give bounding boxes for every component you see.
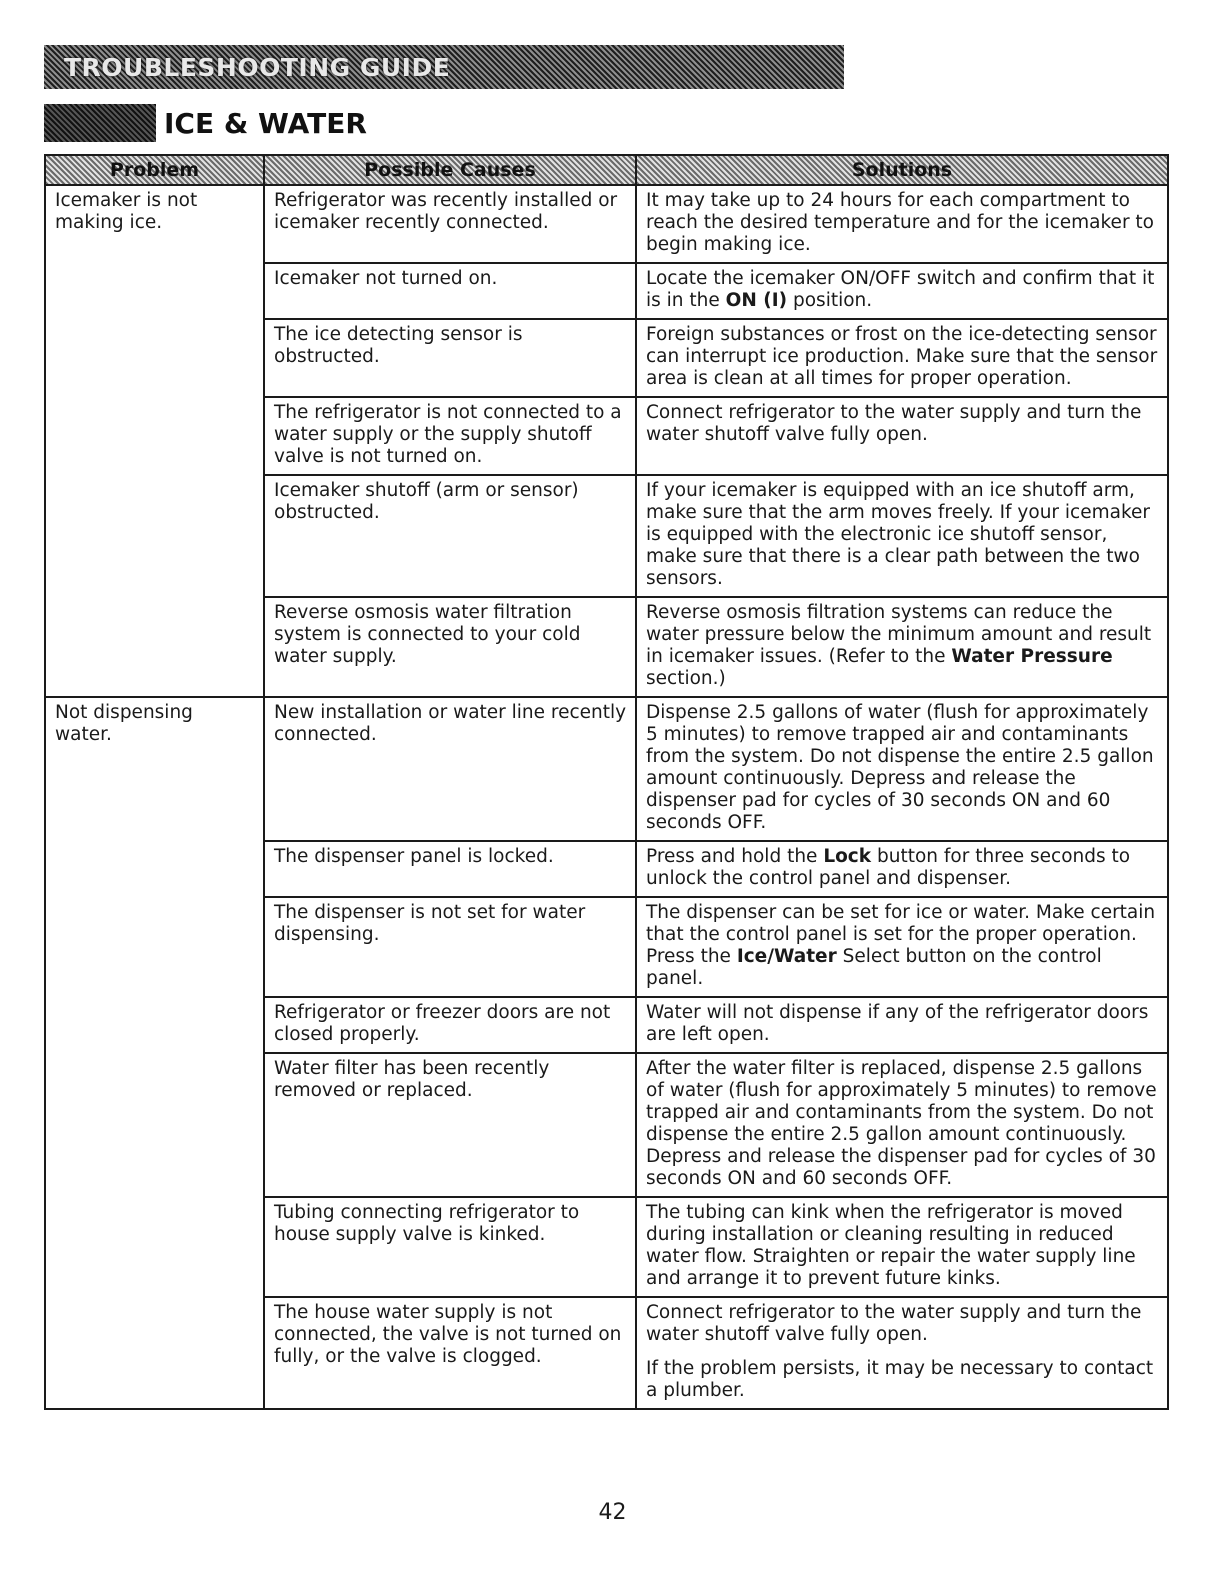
solution-emphasis: Lock bbox=[823, 846, 872, 867]
solution-text: The dispenser can be set for ice or water. Make certain that the control panel is set for the proper operation. Press the bbox=[646, 902, 1156, 967]
cause-cell: Reverse osmosis water filtration system is connected to your cold water supply. bbox=[264, 597, 636, 697]
cause-cell: The dispenser is not set for water dispensing. bbox=[264, 897, 636, 997]
cause-cell: The refrigerator is not connected to a water supply or the supply shutoff valve is not turned on. bbox=[264, 397, 636, 475]
solution-cell bbox=[636, 841, 1168, 897]
solution-cell: If your icemaker is equipped with an ice shutoff arm, make sure that the arm moves freely. If your icemaker is equipped with the electronic ice shutoff sensor, make sure that there is a clear path between the two sensors. bbox=[636, 475, 1168, 597]
section-title: ICE & WATER bbox=[164, 106, 367, 140]
column-header-problem: Problem bbox=[45, 155, 264, 185]
solution-cell: After the water filter is replaced, dispense 2.5 gallons of water (flush for approximately 5 minutes) to remove trapped air and contaminants from the system. Do not dispense the entire 2.5 gallon amount continuously. Depress and release the dispenser pad for cycles of 30 seconds ON and 60 seconds OFF. bbox=[636, 1053, 1168, 1197]
solution-cell bbox=[636, 263, 1168, 319]
table-header-row bbox=[45, 155, 1168, 185]
solution-text: Locate the icemaker ON/OFF switch and confirm that it is in the bbox=[646, 268, 1155, 311]
solution-cell: Water will not dispense if any of the refrigerator doors are left open. bbox=[636, 997, 1168, 1053]
problem-cell: Icemaker is not making ice. bbox=[45, 185, 264, 697]
solution-cell: It may take up to 24 hours for each compartment to reach the desired temperature and for the icemaker to begin making ice. bbox=[636, 185, 1168, 263]
solution-text: section.) bbox=[646, 668, 726, 689]
solution-text: Select button on the control panel. bbox=[646, 946, 1102, 989]
cause-cell: The house water supply is not connected, the valve is not turned on fully, or the valve is clogged. bbox=[264, 1297, 636, 1409]
column-header-causes: Possible Causes bbox=[264, 155, 636, 185]
solution-emphasis: Ice/Water bbox=[736, 946, 837, 967]
solution-cell: The tubing can kink when the refrigerator is moved during installation or cleaning resulting in reduced water flow. Straighten or repair the water supply line and arrange it to prevent future kinks. bbox=[636, 1197, 1168, 1297]
section-marker-block bbox=[44, 104, 156, 142]
solution-text: Connect refrigerator to the water supply and turn the water shutoff valve fully open. bbox=[646, 1302, 1142, 1345]
column-header-solutions: Solutions bbox=[636, 155, 1168, 185]
section-heading bbox=[44, 103, 367, 143]
table-row bbox=[45, 185, 1168, 263]
solution-text: position. bbox=[787, 290, 873, 311]
solution-emphasis: Water Pressure bbox=[951, 646, 1113, 667]
solution-text: Press and hold the bbox=[646, 846, 824, 867]
solution-cell bbox=[636, 597, 1168, 697]
solution-emphasis: ON (I) bbox=[725, 290, 788, 311]
guide-banner bbox=[44, 45, 844, 89]
cause-cell: New installation or water line recently connected. bbox=[264, 697, 636, 841]
cause-cell: Icemaker not turned on. bbox=[264, 263, 636, 319]
solution-text: Reverse osmosis filtration systems can reduce the water pressure below the minimum amount and result in icemaker issues. (Refer to the bbox=[646, 602, 1152, 667]
solution-cell bbox=[636, 1297, 1168, 1409]
cause-cell: Tubing connecting refrigerator to house supply valve is kinked. bbox=[264, 1197, 636, 1297]
table-row bbox=[45, 697, 1168, 841]
cause-cell: The dispenser panel is locked. bbox=[264, 841, 636, 897]
solution-cell: Foreign substances or frost on the ice-detecting sensor can interrupt ice production. Make sure that the sensor area is clean at all times for proper operation. bbox=[636, 319, 1168, 397]
cause-cell: The ice detecting sensor is obstructed. bbox=[264, 319, 636, 397]
troubleshooting-table bbox=[44, 154, 1169, 1410]
cause-cell: Refrigerator or freezer doors are not closed properly. bbox=[264, 997, 636, 1053]
solution-text-extra: If the problem persists, it may be necessary to contact a plumber. bbox=[646, 1358, 1154, 1401]
solution-text: button for three seconds to unlock the control panel and dispenser. bbox=[646, 846, 1131, 889]
problem-cell: Not dispensing water. bbox=[45, 697, 264, 1409]
cause-cell: Icemaker shutoff (arm or sensor) obstructed. bbox=[264, 475, 636, 597]
banner-title: TROUBLESHOOTING GUIDE bbox=[64, 52, 451, 82]
cause-cell: Refrigerator was recently installed or icemaker recently connected. bbox=[264, 185, 636, 263]
cause-cell: Water filter has been recently removed or replaced. bbox=[264, 1053, 636, 1197]
solution-cell: Connect refrigerator to the water supply and turn the water shutoff valve fully open. bbox=[636, 397, 1168, 475]
solution-cell: Dispense 2.5 gallons of water (flush for approximately 5 minutes) to remove trapped air and contaminants from the system. Do not dispense the entire 2.5 gallon amount continuously. Depress and release the dispenser pad for cycles of 30 seconds ON and 60 seconds OFF. bbox=[636, 697, 1168, 841]
page-number: 42 bbox=[598, 1500, 627, 1525]
solution-cell bbox=[636, 897, 1168, 997]
